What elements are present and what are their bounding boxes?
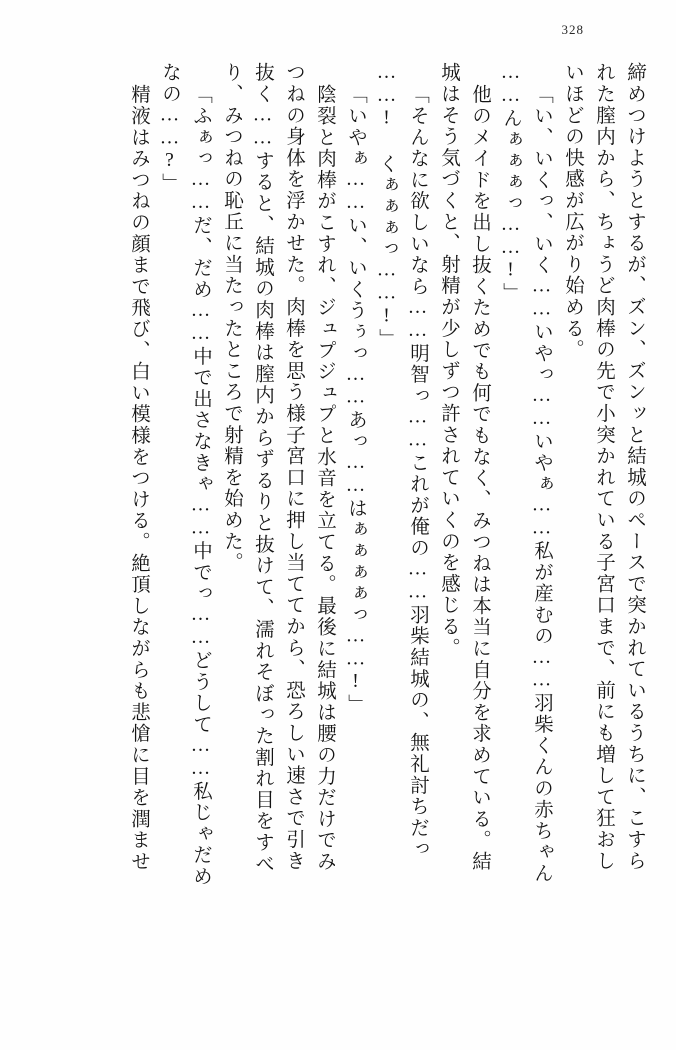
text-line: 陰裂と肉棒がこすれ、ジュプジュプと水音を立てる。最後に結城は腰の力だけでみ [314, 84, 335, 873]
text-line: ……んぁぁぁっ……!」 [500, 62, 521, 304]
text-line: 抜く……すると、結城の肉棒は膣内からずるりと抜けて、濡れそぼった割れ目をすべ [252, 62, 273, 875]
text-line: 「ふぁっ……だ、だめ……中で出さなきゃ……中でっ……どうして……私じゃだめ [190, 84, 211, 888]
text-line: 「いやぁ……い、いくうぅっ……あっ……はぁぁぁぁっ……!」 [345, 84, 366, 716]
text-line: 精液はみつねの顔まで飛び、白い模様をつける。絶頂しながらも悲愴に目を潤ませ [128, 84, 149, 873]
text-line: れた膣内から、ちょうど肉棒の先で小突かれている子宮口まで、前にも増して狂おし [593, 62, 614, 872]
text-line: 締めつけようとするが、ズン、ズンッと結城のペースで突かれているうちに、こすら [624, 62, 645, 872]
text-line: いほどの快感が広がり始める。 [562, 62, 583, 361]
text-line: 「い、いくっ、いく……いやっ……いやぁ……私が産むの……羽柴くんの赤ちゃん [531, 84, 552, 885]
text-line: 城はそう気づくと、射精が少しずつ許されていくのを感じる。 [438, 62, 459, 659]
vertical-text-block [36, 62, 644, 1002]
text-line: ……! くぁぁぁっ……!」 [376, 62, 397, 350]
text-line: つねの身体を浮かせた。肉棒を思う様子宮口に押し当ててから、恐ろしい速さで引き [283, 62, 304, 872]
text-line: 「そんなに欲しいなら……明智っ……これが俺の……羽柴結城の、無礼討ちだっ [407, 84, 428, 860]
text-line: なの……?」 [159, 62, 180, 195]
text-line: り、みつねの恥丘に当たったところで射精を始めた。 [221, 62, 242, 574]
page-number: 328 [561, 22, 584, 37]
text-line: 他のメイドを出し抜くためでも何でもなく、みつねは本当に自分を求めている。結 [469, 84, 490, 873]
